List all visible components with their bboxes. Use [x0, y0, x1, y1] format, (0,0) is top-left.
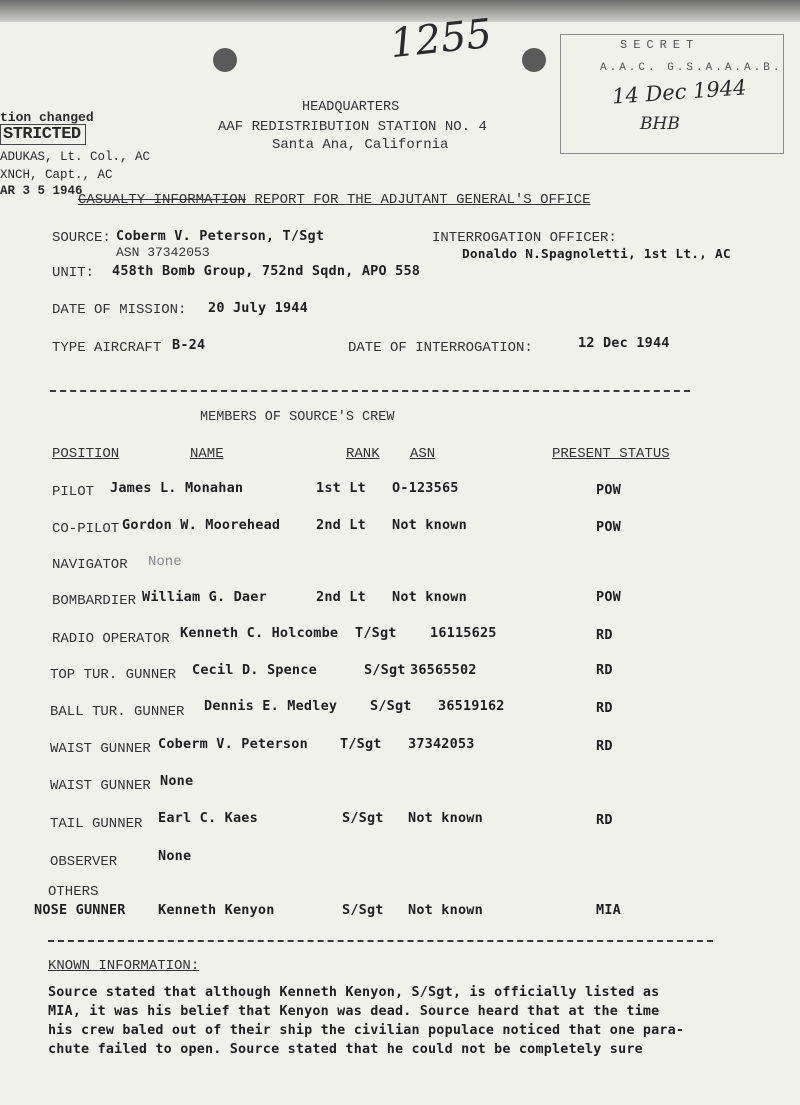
crew-name: None [160, 773, 194, 789]
crew-status: POW [596, 482, 621, 498]
handwritten-file-number: 1255 [387, 10, 494, 68]
interrogation-officer-label: INTERROGATION OFFICER: [432, 230, 617, 246]
report-title-struck: CASUALTY INFORMATION [78, 192, 247, 208]
source-label: SOURCE: [52, 230, 111, 246]
declass-classification: STRICTED [0, 124, 86, 145]
crew-name: James L. Monahan [110, 480, 244, 496]
classification-stamp-text: SECRET [620, 38, 700, 52]
crew-name: Dennis E. Medley [204, 698, 338, 714]
crew-position: CO-PILOT [52, 521, 120, 537]
crew-position: TOP TUR. GUNNER [50, 667, 177, 683]
crew-status: RD [596, 662, 613, 678]
crew-position: NAVIGATOR [52, 557, 128, 573]
crew-name: Gordon W. Moorehead [122, 517, 281, 533]
crew-rank: S/Sgt [342, 902, 384, 918]
crew-position: WAIST GUNNER [50, 778, 151, 794]
crew-asn: Not known [408, 902, 483, 918]
known-line-1: Source stated that although Kenneth Kenyon, S/Sgt, is officially listed as [48, 985, 660, 1000]
declass-change-note: tion changed [0, 110, 94, 125]
crew-section-title: MEMBERS OF SOURCE'S CREW [200, 410, 395, 425]
handwritten-date: 14 Dec 1944 [611, 75, 748, 109]
classification-stamp-line: A.A.C. G.S.A.A.A.B. [600, 62, 783, 74]
scan-edge [0, 0, 800, 22]
crew-name: William G. Daer [142, 589, 267, 605]
col-header-status: PRESENT STATUS [552, 446, 670, 462]
crew-position: TAIL GUNNER [50, 816, 143, 832]
handwritten-initials: BHB [640, 114, 680, 134]
crew-asn: Not known [408, 810, 483, 826]
source-name: Coberm V. Peterson, T/Sgt [116, 228, 325, 244]
type-aircraft-label: TYPE AIRCRAFT [52, 340, 162, 356]
crew-rank: S/Sgt [342, 810, 384, 826]
crew-position: PILOT [52, 484, 95, 500]
col-header-rank: RANK [346, 446, 380, 462]
crew-position: RADIO OPERATOR [52, 631, 170, 647]
source-asn: ASN 37342053 [116, 245, 210, 260]
col-header-position: POSITION [52, 446, 120, 462]
known-line-2: MIA, it was his belief that Kenyon was dead. Source heard that at the time [48, 1004, 660, 1019]
report-title-rest: REPORT FOR THE ADJUTANT GENERAL'S OFFICE [246, 192, 591, 208]
header-headquarters: HEADQUARTERS [302, 100, 400, 115]
crew-asn: 36565502 [410, 662, 477, 678]
crew-status: RD [596, 700, 613, 716]
date-of-mission-label: DATE OF MISSION: [52, 302, 187, 318]
crew-asn: O-123565 [392, 480, 459, 496]
header-location: Santa Ana, California [272, 137, 449, 153]
crew-name: Kenneth C. Holcombe [180, 625, 339, 641]
declass-date: AR 3 5 1946 [0, 184, 83, 198]
known-information-label: KNOWN INFORMATION: [48, 958, 200, 974]
crew-name: Cecil D. Spence [192, 662, 317, 678]
crew-position: NOSE GUNNER [34, 902, 126, 918]
crew-rank: T/Sgt [355, 625, 397, 641]
crew-status: MIA [596, 902, 621, 918]
date-of-mission-value: 20 July 1944 [208, 300, 308, 316]
known-line-3: his crew baled out of their ship the civilian populace noticed that one para- [48, 1023, 685, 1038]
crew-rank: 2nd Lt [316, 517, 366, 533]
crew-name: Coberm V. Peterson [158, 736, 308, 752]
crew-position: BALL TUR. GUNNER [50, 704, 185, 720]
header-station: AAF REDISTRIBUTION STATION NO. 4 [218, 119, 487, 135]
crew-status: RD [596, 812, 613, 828]
known-line-4: chute failed to open. Source stated that he could not be completely sure [48, 1042, 643, 1057]
type-aircraft-value: B-24 [172, 337, 206, 353]
crew-position: OBSERVER [50, 854, 118, 870]
unit-value: 458th Bomb Group, 752nd Sqdn, APO 558 [112, 263, 421, 279]
crew-position: BOMBARDIER [52, 593, 137, 609]
crew-name: Earl C. Kaes [158, 810, 258, 826]
crew-asn: Not known [392, 517, 467, 533]
crew-rank: S/Sgt [364, 662, 406, 678]
crew-status: RD [596, 627, 613, 643]
declass-authority-1: ADUKAS, Lt. Col., AC [0, 150, 151, 164]
crew-rank: 2nd Lt [316, 589, 366, 605]
col-header-name: NAME [190, 446, 224, 462]
crew-asn: Not known [392, 589, 467, 605]
unit-label: UNIT: [52, 265, 95, 281]
punch-hole-left [213, 48, 237, 72]
date-of-interrogation-value: 12 Dec 1944 [578, 335, 670, 351]
crew-status: POW [596, 519, 621, 535]
crew-name: None [158, 848, 192, 864]
others-label: OTHERS [48, 884, 99, 900]
known-information-body [48, 983, 764, 1059]
crew-name: None [148, 554, 182, 570]
crew-rank: 1st Lt [316, 480, 366, 496]
crew-asn: 36519162 [438, 698, 505, 714]
date-of-interrogation-label: DATE OF INTERROGATION: [348, 340, 533, 356]
crew-status: POW [596, 589, 621, 605]
crew-position: WAIST GUNNER [50, 741, 151, 757]
crew-name: Kenneth Kenyon [158, 902, 275, 918]
crew-asn: 37342053 [408, 736, 475, 752]
separator-2 [48, 940, 713, 942]
crew-rank: T/Sgt [340, 736, 382, 752]
crew-asn: 16115625 [430, 625, 497, 641]
declass-authority-2: XNCH, Capt., AC [0, 168, 113, 182]
interrogation-officer-name: Donaldo N.Spagnoletti, 1st Lt., AC [462, 247, 731, 262]
punch-hole-right [522, 48, 546, 72]
crew-rank: S/Sgt [370, 698, 412, 714]
col-header-asn: ASN [410, 446, 436, 462]
report-title [78, 192, 591, 208]
separator-1 [50, 390, 690, 392]
crew-status: RD [596, 738, 613, 754]
